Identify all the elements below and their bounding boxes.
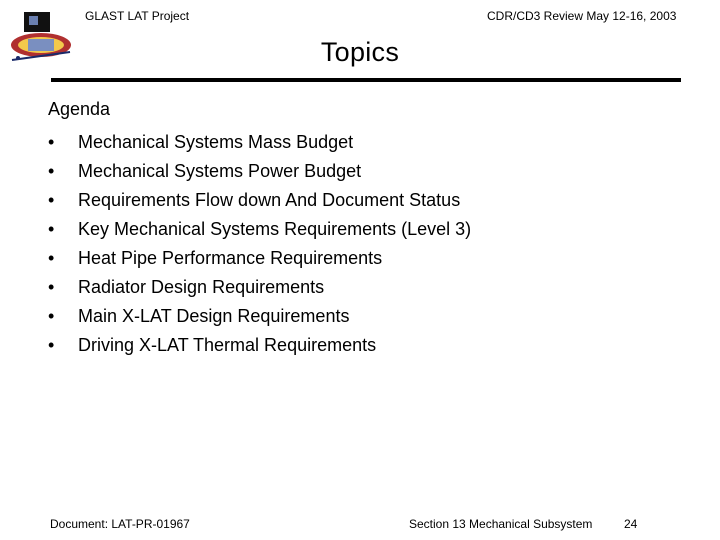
bullet-icon: • xyxy=(48,190,55,210)
header-project-name: GLAST LAT Project xyxy=(85,9,190,23)
bullet-icon: • xyxy=(48,335,55,355)
list-item-text: Heat Pipe Performance Requirements xyxy=(78,248,383,268)
list-item-text: Driving X-LAT Thermal Requirements xyxy=(78,335,377,355)
title-divider xyxy=(51,78,681,82)
logo-blue-square xyxy=(29,16,38,25)
footer-section: Section 13 Mechanical Subsystem xyxy=(409,517,593,531)
header-review-date: CDR/CD3 Review May 12-16, 2003 xyxy=(487,9,677,23)
list-item-text: Mechanical Systems Power Budget xyxy=(78,161,362,181)
bullet-icon: • xyxy=(48,132,55,152)
bullet-icon: • xyxy=(48,219,55,239)
bullet-icon: • xyxy=(48,306,55,326)
page-title: Topics xyxy=(320,37,400,67)
footer-page-number: 24 xyxy=(624,517,638,531)
bullet-icon: • xyxy=(48,161,55,181)
list-item-text: Radiator Design Requirements xyxy=(78,277,325,297)
bullet-icon: • xyxy=(48,277,55,297)
bullet-icon: • xyxy=(48,248,55,268)
list-item-text: Key Mechanical Systems Requirements (Level 3) xyxy=(78,219,472,239)
list-item-text: Mechanical Systems Mass Budget xyxy=(78,132,354,152)
list-item-text: Main X-LAT Design Requirements xyxy=(78,306,350,326)
footer-document-id: Document: LAT-PR-01967 xyxy=(50,517,190,531)
agenda-heading: Agenda xyxy=(48,99,111,119)
list-item-text: Requirements Flow down And Document Status xyxy=(78,190,461,210)
